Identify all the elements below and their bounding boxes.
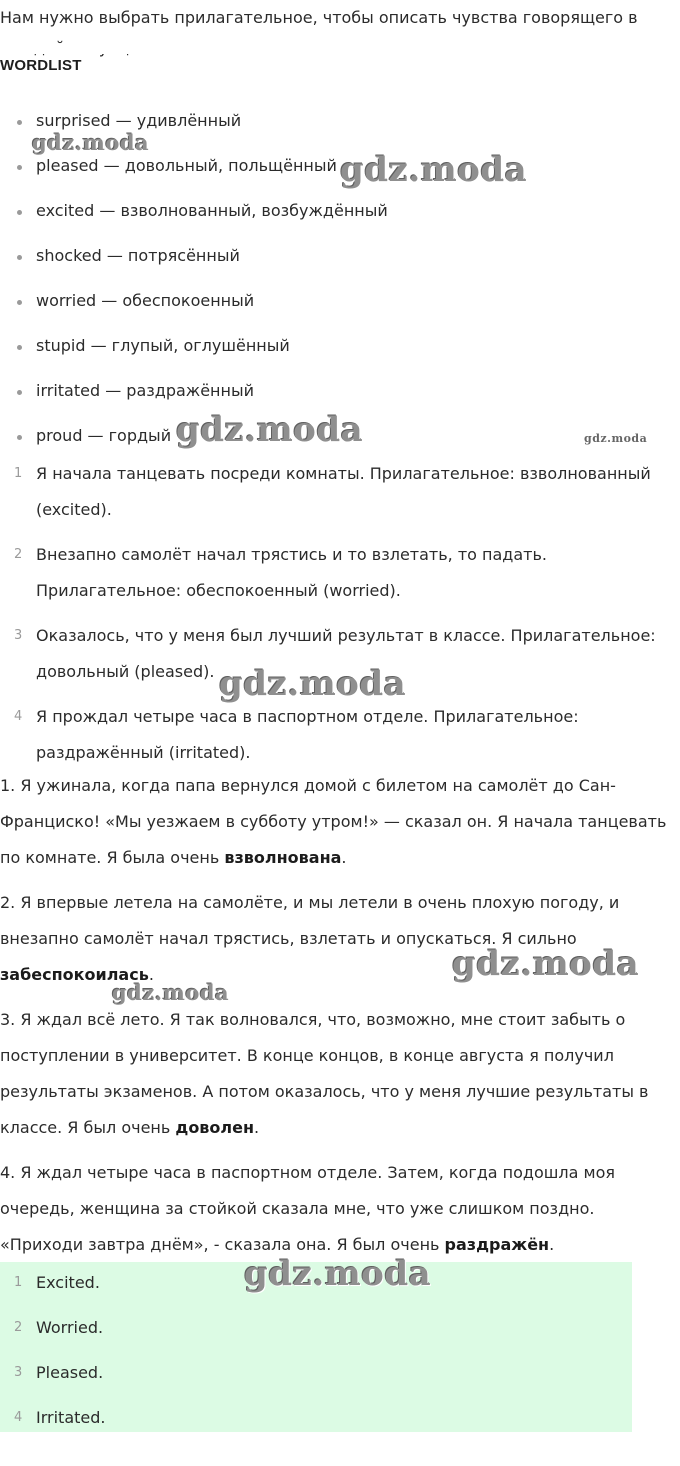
passage bbox=[0, 1155, 668, 1263]
item-number: 4 bbox=[14, 709, 23, 724]
analysis-list bbox=[0, 456, 680, 780]
watermark: gdz.moda bbox=[244, 1254, 432, 1294]
wordlist-item-label: excited — взволнованный, возбуждённый bbox=[36, 201, 388, 220]
passage bbox=[0, 768, 668, 876]
passage-end: . bbox=[254, 1118, 260, 1137]
passage-end: . bbox=[549, 1235, 555, 1254]
wordlist-item-label: pleased — довольный, польщённый bbox=[36, 156, 337, 175]
passage-end: . bbox=[341, 848, 347, 867]
passages bbox=[0, 768, 668, 1272]
item-number: 4 bbox=[14, 1410, 23, 1425]
answer-text: Worried. bbox=[36, 1318, 104, 1337]
passage-text: 1. Я ужинала, когда папа вернулся домой с билетом на самолёт до Сан-Франциско! «Мы уезжаем в субботу утром!» — сказал он. Я начала танцевать по комнате. Я была очень bbox=[0, 776, 667, 867]
analysis-item bbox=[0, 456, 680, 528]
passage-answer: взволнована bbox=[224, 848, 342, 867]
analysis-text: Оказалось, что у меня был лучший результат в классе. Прилагательное: довольный (pleased). bbox=[36, 626, 656, 681]
intro-line-1: Нам нужно выбрать прилагательное, чтобы описать чувства говорящего в bbox=[0, 8, 638, 27]
analysis-item bbox=[0, 699, 680, 771]
passage bbox=[0, 1002, 668, 1146]
wordlist-heading: WORDLIST bbox=[0, 57, 82, 74]
watermark: gdz.moda bbox=[340, 150, 528, 190]
passage-end: . bbox=[148, 965, 154, 984]
passage-text: 4. Я ждал четыре часа в паспортном отделе. Затем, когда подошла моя очередь, женщина за стойкой сказала мне, что уже слишком поздно. «Приходи завтра днём», - сказала она. Я был очень bbox=[0, 1163, 616, 1254]
bullet-icon bbox=[17, 345, 22, 350]
answer-item bbox=[0, 1311, 632, 1356]
passage-text: 2. Я впервые летела на самолёте, и мы летели в очень плохую погоду, и внезапно самолёт начал трястись, взлетать и опускаться. Я сильно bbox=[0, 893, 620, 948]
answer-item bbox=[0, 1401, 632, 1446]
bullet-icon bbox=[17, 390, 22, 395]
passage-answer: доволен bbox=[175, 1118, 255, 1137]
wordlist-item-label: irritated — раздражённый bbox=[36, 381, 254, 400]
wordlist-item bbox=[0, 288, 680, 333]
watermark: gdz.moda bbox=[32, 130, 150, 155]
wordlist-item-label: surprised — удивлённый bbox=[36, 111, 242, 130]
item-number: 1 bbox=[14, 1275, 23, 1290]
intro-text bbox=[0, 0, 680, 44]
watermark: gdz.moda bbox=[176, 410, 364, 450]
item-number: 1 bbox=[14, 466, 23, 481]
answer-item bbox=[0, 1356, 632, 1401]
bullet-icon bbox=[17, 210, 22, 215]
bullet-icon bbox=[17, 255, 22, 260]
watermark: gdz.moda bbox=[584, 432, 648, 445]
wordlist-item-label: shocked — потрясённый bbox=[36, 246, 240, 265]
watermark: gdz.moda bbox=[219, 664, 407, 704]
item-number: 2 bbox=[14, 1320, 23, 1335]
answer-text: Pleased. bbox=[36, 1363, 104, 1382]
bullet-icon bbox=[17, 120, 22, 125]
analysis-item bbox=[0, 537, 680, 609]
answer-text: Excited. bbox=[36, 1273, 100, 1292]
wordlist-item-label: worried — обеспокоенный bbox=[36, 291, 255, 310]
passage-answer: забеспокоилась bbox=[0, 965, 149, 984]
bullet-icon bbox=[17, 435, 22, 440]
wordlist-item bbox=[0, 243, 680, 288]
passage-text: 3. Я ждал всё лето. Я так волновался, что, возможно, мне стоит забыть о поступлении в университет. В конце концов, в конце августа я получил результаты экзаменов. А потом оказалось, что у меня лучшие результаты в классе. Я был очень bbox=[0, 1010, 649, 1137]
passage-answer: раздражён bbox=[444, 1235, 550, 1254]
wordlist-item bbox=[0, 198, 680, 243]
item-number: 3 bbox=[14, 1365, 23, 1380]
watermark: gdz.moda bbox=[112, 980, 230, 1005]
analysis-text: Я начала танцевать посреди комнаты. Прилагательное: взволнованный (excited). bbox=[36, 464, 651, 519]
answer-text: Irritated. bbox=[36, 1408, 106, 1427]
analysis-text: Внезапно самолёт начал трястись и то взлетать, то падать. Прилагательное: обеспокоенный (worried). bbox=[36, 545, 547, 600]
watermark: gdz.moda bbox=[452, 944, 640, 984]
wordlist-item-label: proud — гордый bbox=[36, 426, 172, 445]
wordlist-item bbox=[0, 333, 680, 378]
item-number: 2 bbox=[14, 547, 23, 562]
item-number: 3 bbox=[14, 628, 23, 643]
analysis-text: Я прождал четыре часа в паспортном отделе. Прилагательное: раздражённый (irritated). bbox=[36, 707, 579, 762]
bullet-icon bbox=[17, 165, 22, 170]
wordlist-item-label: stupid — глупый, оглушённый bbox=[36, 336, 290, 355]
bullet-icon bbox=[17, 300, 22, 305]
